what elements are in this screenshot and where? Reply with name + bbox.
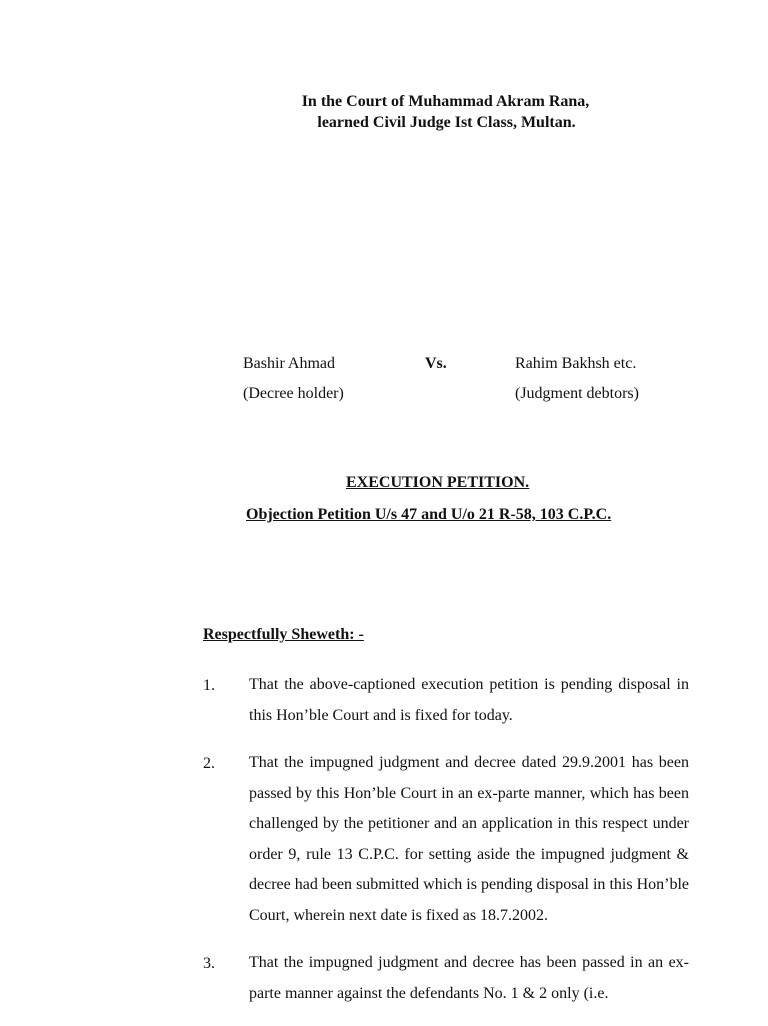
paragraph-item (203, 670, 689, 731)
paragraph-list (203, 670, 689, 1026)
court-line-1: In the Court of Muhammad Akram Rana, (301, 93, 590, 110)
paragraph-number: 1. (203, 677, 215, 694)
paragraph-text: That the above-captioned execution petition is pending disposal in this Hon’ble Court and is fixed for today. (249, 676, 689, 724)
paragraph-number: 2. (203, 755, 215, 772)
execution-title-text: EXECUTION PETITION. (346, 474, 530, 491)
salutation: Respectfully Sheweth: - (203, 626, 364, 643)
objection-title: Objection Petition U/s 47 and U/o 21 R-58, 103 C.P.C. (246, 506, 612, 523)
parties-roles-row (243, 383, 663, 413)
parties-names-row (243, 353, 663, 383)
paragraph-item (203, 948, 689, 1009)
respondent-name: Rahim Bakhsh etc. (515, 355, 637, 372)
petitioner-role: (Decree holder) (243, 385, 344, 402)
execution-title (124, 474, 768, 492)
court-line-2: learned Civil Judge Ist Class, Multan. (317, 114, 576, 131)
paragraph-item (203, 748, 689, 931)
versus-label: Vs. (425, 355, 447, 372)
respondent-role: (Judgment debtors) (515, 385, 639, 402)
court-heading (0, 91, 768, 133)
paragraph-text: That the impugned judgment and decree has been passed in an ex-parte manner against the defendants No. 1 & 2 only (i.e. (249, 954, 689, 1002)
paragraph-number: 3. (203, 955, 215, 972)
petitioner-name: Bashir Ahmad (243, 355, 335, 372)
paragraph-text: That the impugned judgment and decree dated 29.9.2001 has been passed by this Hon’ble Court in an ex-parte manner, which has been challenged by the petitioner and an application in this respect under order 9, rule 13 C.P.C. for setting aside the impugned judgment & decree had been submitted which is pending disposal in this Hon’ble Court, wherein next date is fixed as 18.7.2002. (249, 754, 689, 924)
parties-block (243, 353, 663, 413)
